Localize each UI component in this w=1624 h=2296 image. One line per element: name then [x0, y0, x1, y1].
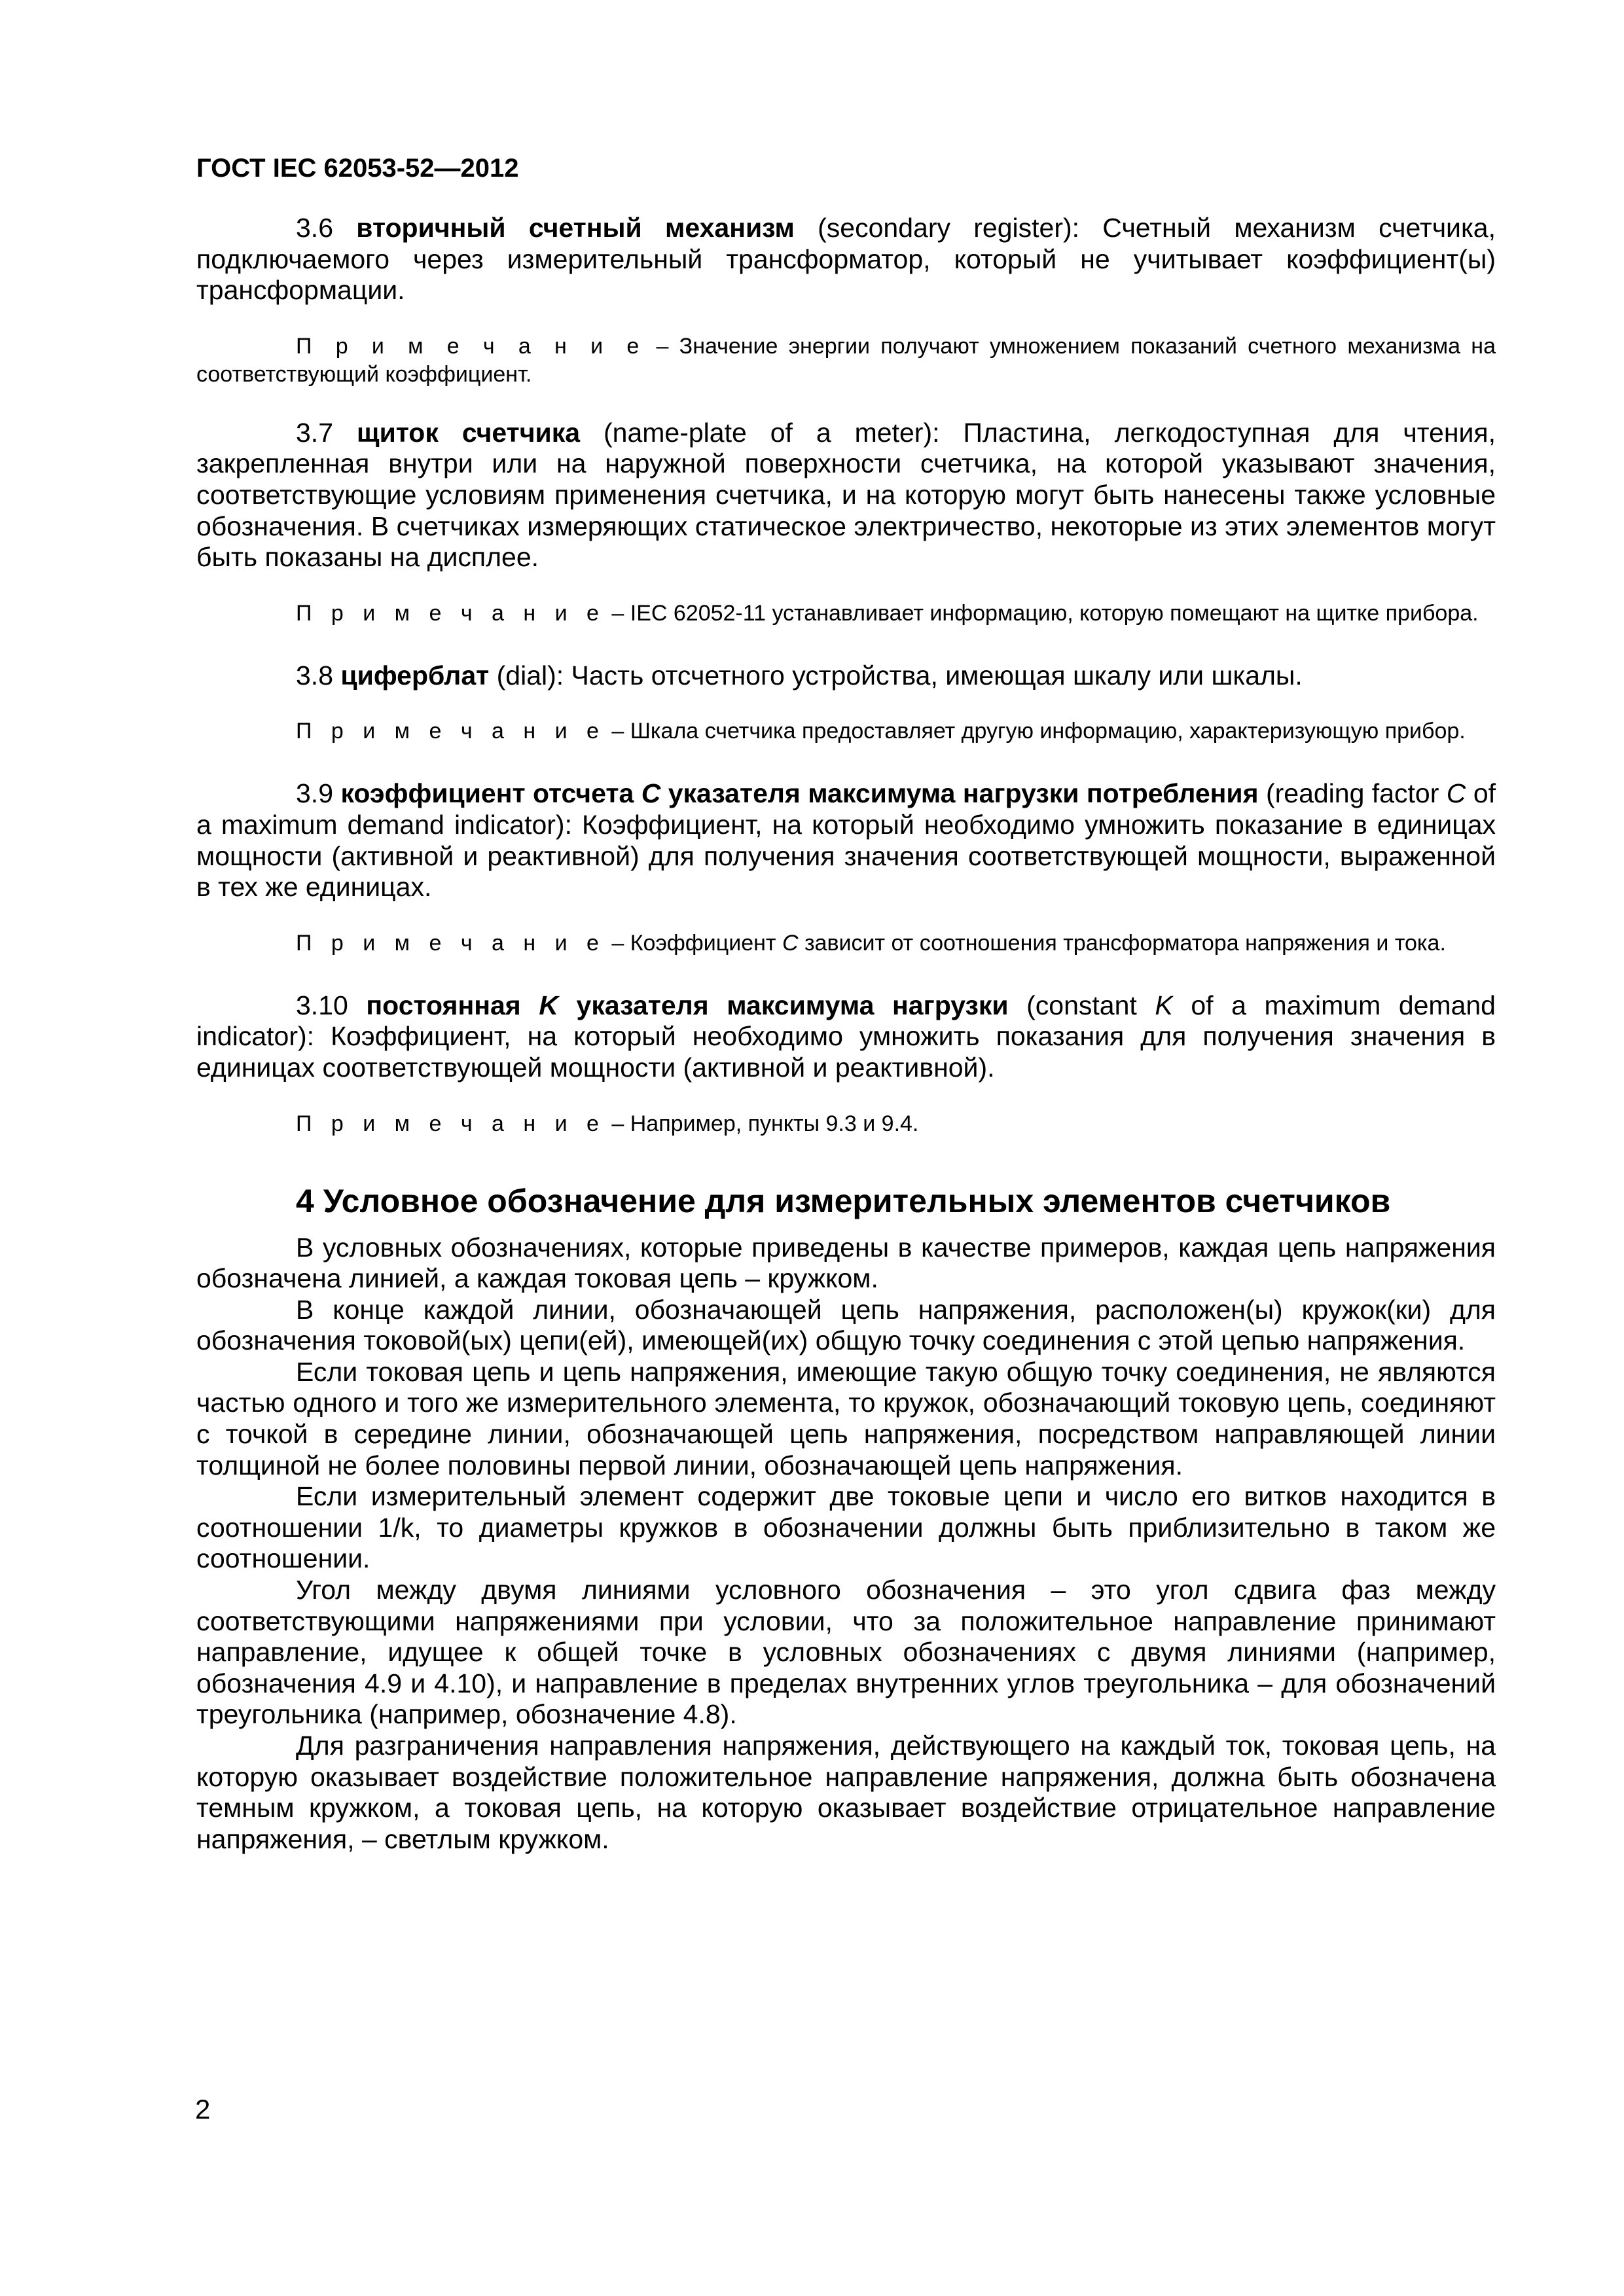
- note-text: – Шкала счетчика предоставляет другую информацию, характеризующую прибор.: [605, 719, 1466, 744]
- note-3-6: [196, 332, 1496, 389]
- document-header: ГОСТ IEC 62053-52—2012: [196, 154, 519, 183]
- note-text: – Коэффициент C зависит от соотношения трансформатора напряжения и тока.: [605, 930, 1446, 956]
- term-3-8: [196, 660, 1496, 692]
- note-3-8: [196, 717, 1496, 745]
- note-label: П р и м е ч а н и е: [296, 719, 605, 744]
- note-label: П р и м е ч а н и е: [296, 333, 646, 359]
- term-title: циферблат: [340, 660, 490, 691]
- term-title: коэффициент отсчета C указателя максимума нагрузки потребления: [340, 778, 1259, 809]
- term-title: щиток счетчика: [356, 417, 581, 448]
- term-definition: (reading factor C of a maximum demand indicator): Коэффициент, на который необходимо умножить показание в единицах мощности (активной и реактивной) для получения значения соответствующей мощности, выраженной в тех же единицах.: [196, 778, 1496, 903]
- body-paragraph: Угол между двумя линиями условного обозначения – это угол сдвига фаз между соответствующими напряжениями при условии, что за положительное направление принимают направление, идущее к общей точке в условных обозначениях с двумя линиями (например, обозначения 4.9 и 4.10), и направление в пределах внутренних углов треугольника – для обозначений треугольника (например, обозначение 4.8).: [196, 1575, 1496, 1730]
- note-3-9: [196, 929, 1496, 958]
- note-label: П р и м е ч а н и е: [296, 600, 605, 626]
- body-paragraph: Для разграничения направления напряжения, действующего на каждый ток, токовая цепь, на которую оказывает воздействие положительное направление напряжения, должна быть обозначена темным кружком, а токовая цепь, на которую оказывает воздействие отрицательное направление напряжения, – светлым кружком.: [196, 1731, 1496, 1854]
- page-number: 2: [195, 2094, 211, 2125]
- term-3-7: [196, 418, 1496, 573]
- note-label: П р и м е ч а н и е: [296, 1111, 605, 1136]
- term-3-6: [196, 213, 1496, 306]
- body-paragraph: Если измерительный элемент содержит две токовые цепи и число его витков находится в соотношении 1/k, то диаметры кружков в обозначении должны быть приблизительно в таком же соотношении.: [196, 1481, 1496, 1574]
- note-3-7: [196, 600, 1496, 628]
- term-number: 3.9: [296, 778, 333, 809]
- term-number: 3.10: [296, 990, 348, 1020]
- term-3-10: [196, 990, 1496, 1084]
- body-paragraph: В конце каждой линии, обозначающей цепь напряжения, расположен(ы) кружок(ки) для обозначения токовой(ых) цепи(ей), имеющей(их) общую точку соединения с этой цепью напряжения.: [196, 1294, 1496, 1356]
- document-body: [196, 213, 1496, 1855]
- term-definition: (secondary register): Счетный механизм счетчика, подключаемого через измерительный трансформатор, который не учитывает коэффициент(ы) трансформации.: [196, 213, 1496, 306]
- term-title: вторичный счетный механизм: [356, 213, 795, 243]
- note-label: П р и м е ч а н и е: [296, 930, 605, 956]
- term-number: 3.7: [296, 417, 333, 448]
- note-text: – Значение энергии получают умножением показаний счетного механизма на соответствующий коэффициент.: [196, 333, 1496, 387]
- note-3-10: [196, 1110, 1496, 1138]
- term-title: постоянная K указателя максимума нагрузки: [366, 990, 1009, 1020]
- body-paragraph: Если токовая цепь и цепь напряжения, имеющие такую общую точку соединения, не являются частью одного и того же измерительного элемента, то кружок, обозначающий токовую цепь, соединяют с точкой в середине линии, обозначающей цепь напряжения, посредством направляющей линии толщиной не более половины первой линии, обозначающей цепь напряжения.: [196, 1356, 1496, 1480]
- term-3-9: [196, 778, 1496, 903]
- term-definition: (dial): Часть отсчетного устройства, имеющая шкалу или шкалы.: [489, 660, 1303, 691]
- section-heading: 4 Условное обозначение для измерительных элементов счетчиков: [296, 1182, 1391, 1219]
- note-text: – IEC 62052-11 устанавливает информацию, которую помещают на щитке прибора.: [605, 600, 1479, 626]
- term-number: 3.8: [296, 660, 333, 691]
- term-definition: (name-plate of a meter): Пластина, легкодоступная для чтения, закрепленная внутри или на наружной поверхности счетчика, на которой указывают значения, соответствующие условиям применения счетчика, и на которую могут быть нанесены также условные обозначения. В счетчиках измеряющих статическое электричество, некоторые из этих элементов могут быть показаны на дисплее.: [196, 417, 1496, 573]
- term-definition: (constant K of a maximum demand indicator): Коэффициент, на который необходимо умножить показания для получения значения в единицах соответствующей мощности (активной и реактивной).: [196, 990, 1496, 1083]
- term-number: 3.6: [296, 213, 333, 243]
- note-text: – Например, пункты 9.3 и 9.4.: [605, 1111, 919, 1136]
- body-paragraph: В условных обозначениях, которые приведены в качестве примеров, каждая цепь напряжения обозначена линией, а каждая токовая цепь – кружком.: [196, 1232, 1496, 1294]
